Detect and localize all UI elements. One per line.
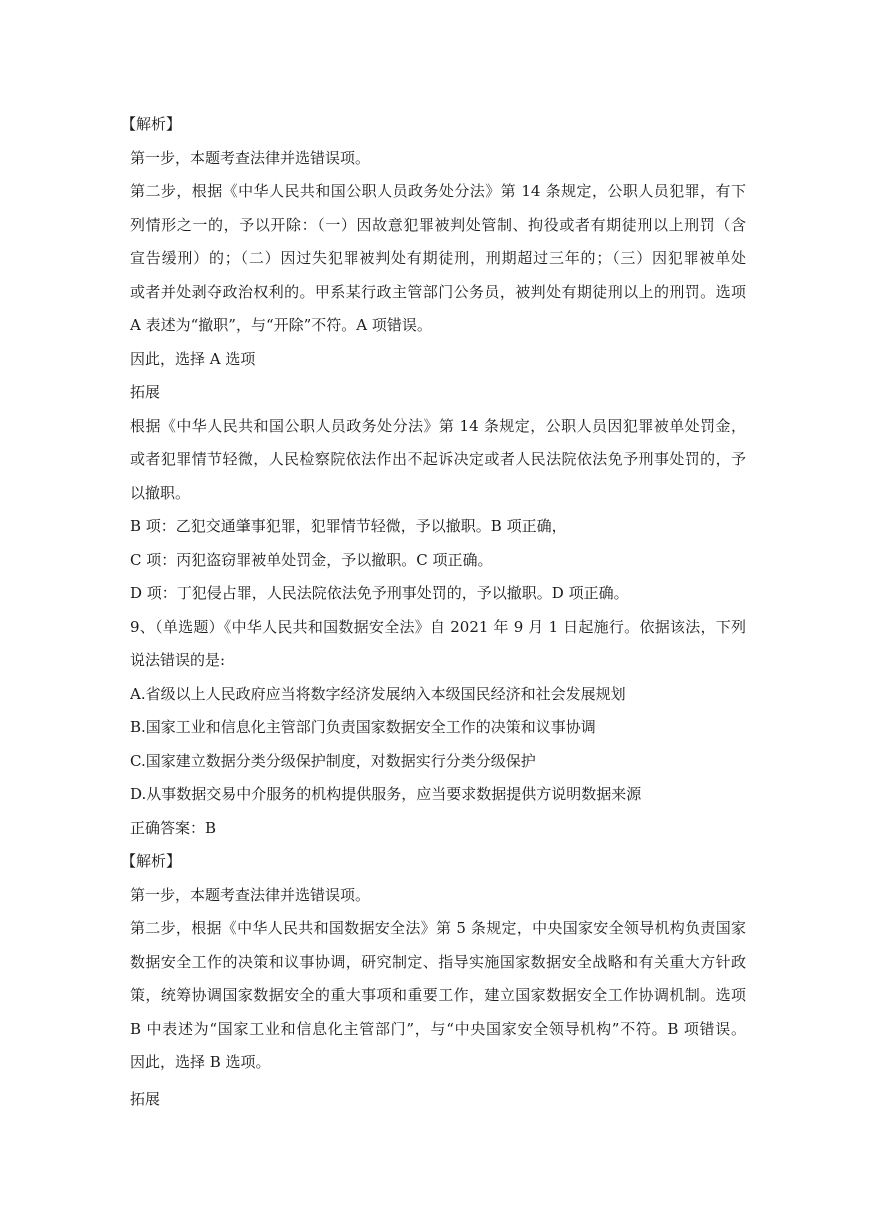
text-line: A 表述为“撤职”，与“开除”不符。A 项错误。 — [130, 316, 432, 334]
question-stem-continued: 说法错误的是: — [130, 651, 226, 669]
option-b: B.国家工业和信息化主管部门负责国家数据安全工作的决策和议事协调 — [130, 718, 596, 736]
option-explanation-c: C 项：丙犯盗窃罪被单处罚金，予以撤职。C 项正确。 — [130, 550, 493, 569]
text-line: B 中表述为“国家工业和信息化主管部门”，与“中央国家安全领导机构”不符。B 项错误。 — [130, 1019, 746, 1038]
section-heading-extension: 拓展 — [130, 1089, 161, 1108]
text-line: 第一步，本题考查法律并选错误项。 — [130, 885, 371, 904]
text-line: 或者并处剥夺政治权利的。甲系某行政主管部门公务员，被判处有期徒刑以上的刑罚。选项 — [130, 282, 746, 301]
section-heading-analysis: 【解析】 — [121, 852, 182, 870]
option-c: C.国家建立数据分类分级保护制度，对数据实行分类分级保护 — [130, 751, 536, 770]
conclusion-line: 因此，选择 A 选项 — [130, 349, 256, 368]
text-line: 以撤职。 — [130, 483, 191, 502]
text-line: 第二步，根据《中华人民共和国公职人员政务处分法》第 14 条规定，公职人员犯罪，有下 — [130, 182, 746, 200]
text-line: 宣告缓刑）的；（二）因过失犯罪被判处有期徒刑，刑期超过三年的；（三）因犯罪被单处 — [130, 249, 746, 267]
text-line: 第二步，根据《中华人民共和国数据安全法》第 5 条规定，中央国家安全领导机构负责国家 — [130, 919, 746, 937]
option-explanation-d: D 项：丁犯侵占罪，人民法院依法免予刑事处罚的，予以撤职。D 项正确。 — [130, 584, 629, 602]
text-line: 第一步，本题考查法律并选错误项。 — [130, 148, 371, 167]
section-heading-extension: 拓展 — [130, 383, 161, 401]
correct-answer: 正确答案：B — [130, 818, 217, 837]
option-explanation-b: B 项：乙犯交通肇事犯罪，犯罪情节轻微，予以撤职。B 项正确， — [130, 517, 567, 535]
option-d: D.从事数据交易中介服务的机构提供服务，应当要求数据提供方说明数据来源 — [130, 785, 642, 803]
section-heading-analysis: 【解析】 — [121, 115, 182, 133]
question-stem: 9、（单选题）《中华人民共和国数据安全法》自 2021 年 9 月 1 日起施行。依据该法，下列 — [130, 617, 746, 636]
option-a: A.省级以上人民政府应当将数字经济发展纳入本级国民经济和社会发展规划 — [130, 684, 626, 703]
conclusion-line: 因此，选择 B 选项。 — [130, 1053, 271, 1071]
text-line: 数据安全工作的决策和议事协调，研究制定、指导实施国家数据安全战略和有关重大方针政 — [130, 952, 746, 971]
text-line: 列情形之一的，予以开除：（一）因故意犯罪被判处管制、拘役或者有期徒刑以上刑罚（含 — [130, 215, 746, 234]
text-line: 策，统筹协调国家数据安全的重大事项和重要工作，建立国家数据安全工作协调机制。选项 — [130, 986, 746, 1004]
document-page — [121, 108, 746, 1116]
text-line: 或者犯罪情节轻微，人民检察院依法作出不起诉决定或者人民法院依法免予刑事处罚的，予 — [130, 450, 746, 468]
text-line: 根据《中华人民共和国公职人员政务处分法》第 14 条规定，公职人员因犯罪被单处罚金， — [130, 416, 746, 435]
